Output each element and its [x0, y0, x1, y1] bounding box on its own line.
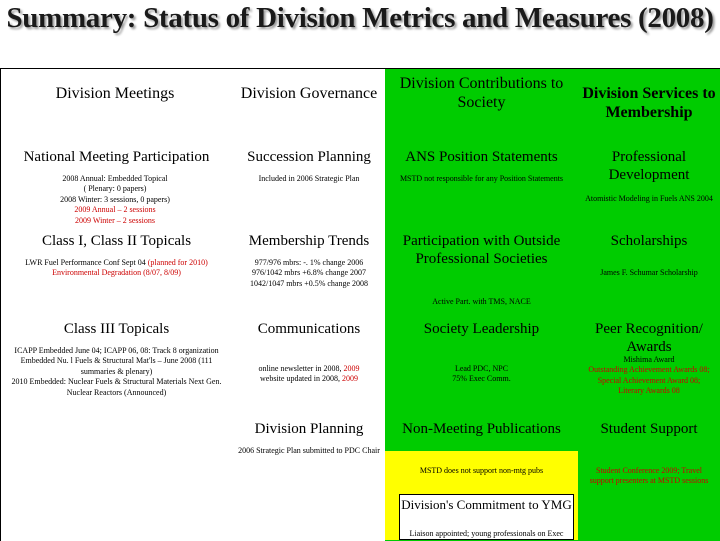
society-leadership-details	[390, 364, 573, 385]
class-topicals-details	[5, 258, 228, 279]
division-planning-detail: 2006 Strategic Plan submitted to PDC Chair	[238, 446, 380, 455]
ymg-commitment-box	[399, 494, 574, 540]
professional-development: Professional Development	[608, 149, 690, 183]
membership-trends: Membership Trends	[248, 233, 370, 249]
page-title: Summary: Status of Division Metrics and Measures (2008)	[6, 2, 714, 34]
metrics-table	[0, 68, 720, 540]
non-meeting-publications-detail: MSTD does not support non-mtg pubs	[419, 466, 544, 475]
detail-line: ICAPP Embedded June 04; ICAPP 06, 08: Track 8 organization	[14, 346, 219, 355]
column-governance	[233, 68, 385, 541]
header-division-meetings: Division Meetings	[55, 85, 175, 102]
detail-line: Mishima Award	[623, 355, 675, 364]
succession-detail: Included in 2006 Strategic Plan	[258, 174, 360, 183]
detail-line: 1042/1047 mbrs +0.5% change 2008	[249, 278, 369, 288]
outside-professional-societies: Participation with Outside Professional Societies	[402, 233, 561, 267]
detail-line: Environmental Degradation (8/07, 8/09)	[52, 268, 181, 278]
peer-recognition-awards: Peer Recognition/ Awards	[595, 321, 703, 355]
awards-details	[580, 355, 718, 397]
detail-text-red: 2009	[341, 374, 358, 384]
header-division-contributions: Division Contributions to Society	[399, 75, 564, 112]
non-meeting-publications: Non-Meeting Publications	[402, 421, 561, 437]
detail-line	[238, 364, 380, 374]
student-support: Student Support	[600, 421, 698, 437]
ans-position-statements: ANS Position Statements	[405, 149, 558, 165]
detail-line: Embedded Nu. l Fuels & Structural Mat'ls – June 2008 (111	[20, 356, 213, 366]
class-iii-topicals: Class III Topicals	[63, 321, 170, 337]
detail-line: 976/1042 mbrs +6.8% change 2007	[251, 268, 367, 278]
detail-line: Lead PDC, NPC	[454, 364, 509, 373]
detail-line: ( Plenary: 0 papers)	[83, 184, 147, 194]
scholarships-detail: James F. Schumar Scholarship	[600, 268, 698, 277]
header-division-governance: Division Governance	[240, 85, 378, 102]
detail-line: 75% Exec Comm.	[452, 374, 511, 384]
class-iii-details	[3, 346, 230, 398]
communications-details	[238, 364, 380, 385]
outside-societies-detail: Active Part. with TMS, NACE	[432, 297, 531, 306]
detail-line: 2009 Winter – 2 sessions	[75, 215, 155, 225]
detail-line: Nuclear Reactors (Announced)	[66, 387, 167, 397]
detail-text-red: 2009	[343, 364, 360, 373]
column-meetings	[0, 68, 234, 541]
professional-development-detail: Atomistic Modeling in Fuels ANS 2004	[585, 194, 713, 203]
detail-line: support presenters at MSTD sessions	[589, 476, 709, 486]
detail-text: website updated in 2008,	[260, 374, 342, 384]
position-statements-detail: MSTD not responsible for any Position Statements	[399, 174, 564, 183]
detail-line: summaries & plenary)	[80, 366, 153, 376]
communications: Communications	[257, 321, 361, 337]
national-meeting-details	[40, 174, 190, 226]
division-planning: Division Planning	[254, 421, 364, 437]
detail-line: 977/976 mbrs: -. 1% change 2006	[254, 258, 364, 267]
society-leadership: Society Leadership	[423, 321, 540, 337]
detail-line	[5, 258, 228, 268]
detail-line: Outstanding Achievement Awards 08;	[588, 365, 710, 375]
header-division-services: Division Services to Membership	[582, 85, 716, 122]
detail-text: LWR Fuel Performance Conf Sept 04	[25, 258, 148, 267]
class-topicals: Class I, Class II Topicals	[41, 233, 192, 249]
scholarships: Scholarships	[610, 233, 688, 249]
succession-planning: Succession Planning	[247, 149, 371, 165]
detail-line: Literary Awards 08	[618, 386, 680, 396]
detail-text: online newsletter in 2008,	[258, 364, 344, 373]
student-support-details	[580, 466, 718, 487]
detail-line: Student Conference 2009; Travel	[596, 466, 702, 475]
detail-line: 2010 Embedded: Nuclear Fuels & Structural Materials Next Gen.	[11, 377, 222, 387]
detail-line: 2008 Annual: Embedded Topical	[62, 174, 168, 183]
ymg-commitment-title: Division's Commitment to YMG	[401, 497, 572, 512]
national-meeting-participation: National Meeting Participation	[23, 149, 210, 165]
detail-line	[238, 374, 380, 384]
detail-line: 2008 Winter: 3 sessions, 0 papers)	[60, 194, 170, 204]
membership-details	[236, 258, 382, 289]
ymg-commitment-detail: Liaison appointed; young professionals on Exec	[409, 529, 564, 538]
detail-text-red: (planned for 2010)	[147, 258, 208, 267]
detail-line: Special Achievement Award 08;	[597, 375, 701, 385]
detail-line: 2009 Annual – 2 sessions	[74, 205, 156, 215]
